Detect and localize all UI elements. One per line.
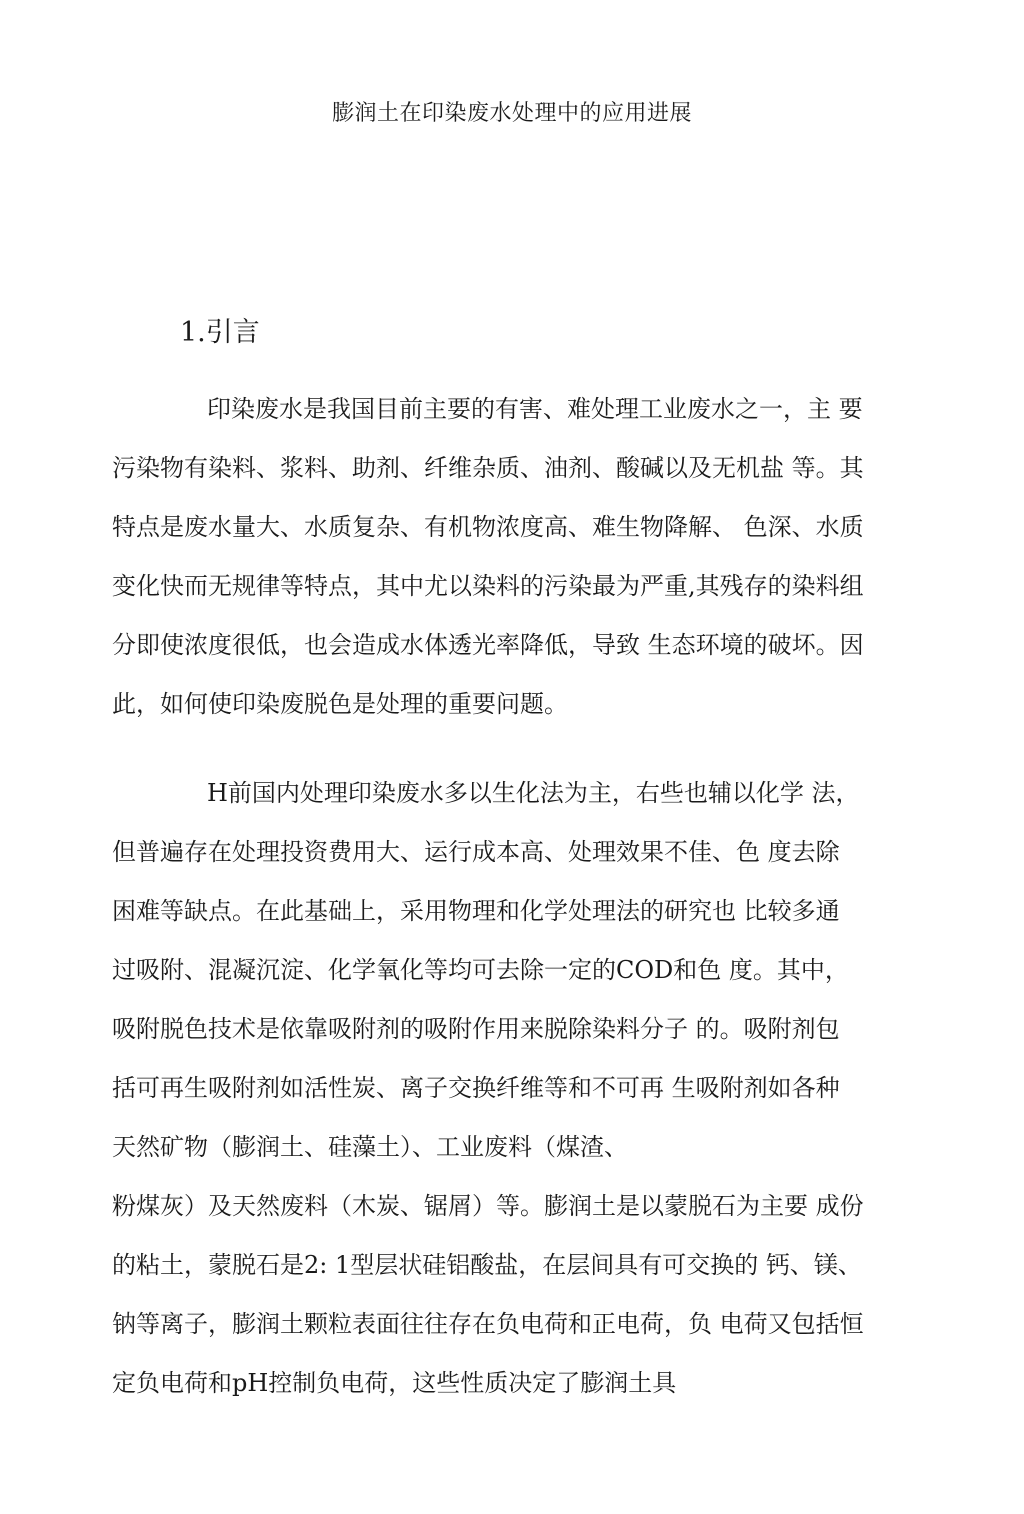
paragraph-line: 困难等缺点。在此基础上，采用物理和化学处理法的研究也 比较多通: [112, 897, 840, 925]
paragraph-line: 污染物有染料、浆料、助剂、纤维杂质、油剂、酸碱以及无机盐 等。其: [112, 454, 864, 482]
section-heading-introduction: 1.引言: [180, 317, 260, 348]
paragraph-line: 粉煤灰）及天然废料（木炭、锯屑）等。膨润土是以蒙脱石为主要 成份: [112, 1192, 864, 1220]
paragraph-line: H前国内处理印染废水多以生化法为主，右些也辅以化学 法，: [207, 779, 860, 807]
paragraph-line: 钠等离子，膨润土颗粒表面往往存在负电荷和正电荷，负 电荷又包括恒: [112, 1310, 864, 1338]
paragraph-line: 天然矿物（膨润土、硅藻土）、工业废料（煤渣、: [112, 1133, 628, 1161]
paragraph-line: 特点是废水量大、水质复杂、有机物浓度高、难生物降解、 色深、水质: [112, 513, 864, 541]
paragraph-line: 过吸附、混凝沉淀、化学氧化等均可去除一定的COD和色 度。其中，: [112, 956, 849, 984]
paragraph-line: 分即使浓度很低，也会造成水体透光率降低，导致 生态环境的破坏。因: [112, 631, 864, 659]
paragraph-line: 印染废水是我国目前主要的有害、难处理工业废水之一，主 要: [207, 395, 863, 423]
paragraph-line: 但普遍存在处理投资费用大、运行成本高、处理效果不佳、色 度去除: [112, 838, 840, 866]
paragraph-line: 此，如何使印染废脱色是处理的重要问题。: [112, 690, 568, 718]
paragraph-line: 变化快而无规律等特点，其中尤以染料的污染最为严重,其残存的染料组: [112, 572, 864, 600]
paragraph-2: [112, 764, 924, 1413]
paragraph-line: 的粘土，蒙脱石是2: 1型层状硅铝酸盐，在层间具有可交换的 钙、镁、: [112, 1251, 862, 1279]
document-title: 膨润土在印染废水处理中的应用进展: [331, 101, 692, 126]
paragraph-1: [112, 380, 924, 734]
paragraph-line: 吸附脱色技术是依靠吸附剂的吸附作用来脱除染料分子 的。吸附剂包: [112, 1015, 840, 1043]
paragraph-line: 括可再生吸附剂如活性炭、离子交换纤维等和不可再 生吸附剂如各种: [112, 1074, 840, 1102]
paragraph-line: 定负电荷和pH控制负电荷，这些性质决定了膨润土具: [112, 1369, 677, 1397]
